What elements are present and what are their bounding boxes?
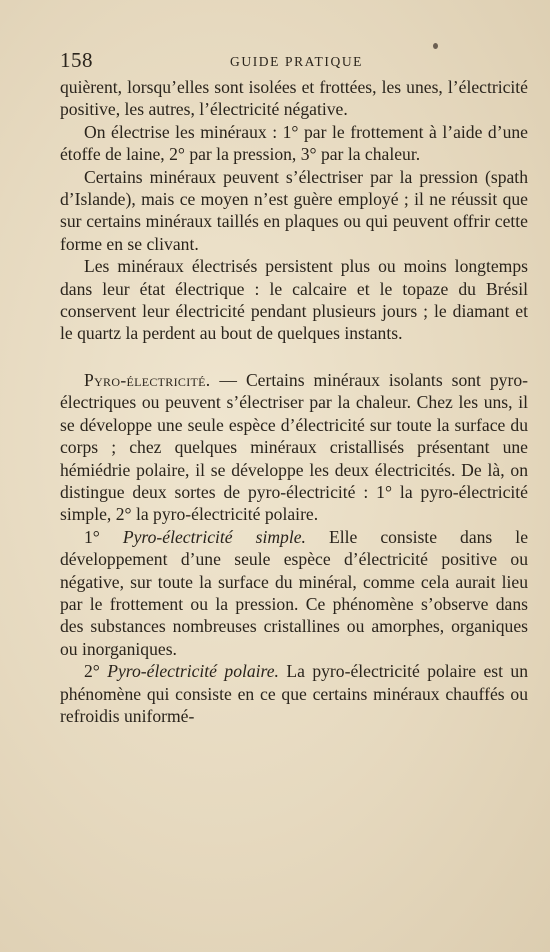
paragraph-electrisation-methods	[60, 121, 528, 166]
paragraph-lead: 1°	[84, 526, 123, 547]
page-header	[60, 42, 528, 76]
paragraph-continuation	[60, 76, 528, 121]
paragraph-text: Elle consiste dans le développement d’une seule espèce d’électricité positive ou négative, sur toute la surface du minéral, comme cela aurait lieu par le frottement ou la pression. Ce phénomène s’observe dans des substances nombreuses cristallines ou amorphes, organiques ou inorganiques.	[60, 526, 528, 659]
paragraph-pyro-polaire	[60, 660, 528, 727]
subsection-title: Pyro-électricité simple.	[122, 526, 306, 547]
paragraph-text: — Certains minéraux isolants sont pyro-électriques ou peuvent s’électriser par la chaleur. Chez les uns, il se développe une seule espèce d’électricité sur toute la surface du corps ; chez quelques minéraux cristallisés présentant une hémiédrie polaire, il se développe les deux électricités. De là, on distingue deux sortes de pyro-électricité : 1° la pyro-électricité simple, 2° la pyro-électricité polaire.	[60, 369, 528, 525]
running-head: GUIDE PRATIQUE	[230, 54, 364, 69]
page-number: 158	[60, 48, 93, 72]
paragraph-pressure	[60, 166, 528, 256]
paragraph-pyro-electricite	[60, 369, 528, 526]
book-page	[60, 42, 528, 727]
body-text	[60, 76, 528, 727]
paragraph-persistence	[60, 255, 528, 345]
section-heading: Pyro-électricité.	[84, 369, 211, 390]
paragraph-text: Les minéraux électrisés persistent plus ou moins longtemps dans leur état électrique : le calcaire et le topaze du Brésil conservent leur électricité pendant plusieurs jours ; le diamant et le quartz la perdent au bout de quelques instants.	[60, 256, 528, 344]
paragraph-text: On électrise les minéraux : 1° par le frottement à l’aide d’une étoffe de laine, 2° par la pression, 3° par la chaleur.	[60, 121, 528, 165]
paragraph-text: La pyro-électricité polaire est un phénomène qui consiste en ce que certains minéraux chauffés ou refroidis uniformé-	[60, 661, 528, 726]
paragraph-text: quièrent, lorsqu’elles sont isolées et frottées, les unes, l’électricité positive, les autres, l’électricité négative.	[60, 77, 528, 120]
paragraph-pyro-simple	[60, 526, 528, 660]
subsection-title: Pyro-électricité polaire.	[107, 661, 279, 682]
paragraph-lead: 2°	[84, 661, 108, 682]
paragraph-text: Certains minéraux peuvent s’électriser par la pression (spath d’Islande), mais ce moyen n’est guère employé ; il ne réussit que sur certains minéraux taillés en plaques ou qui peuvent offrir cette forme en se clivant.	[60, 166, 528, 254]
